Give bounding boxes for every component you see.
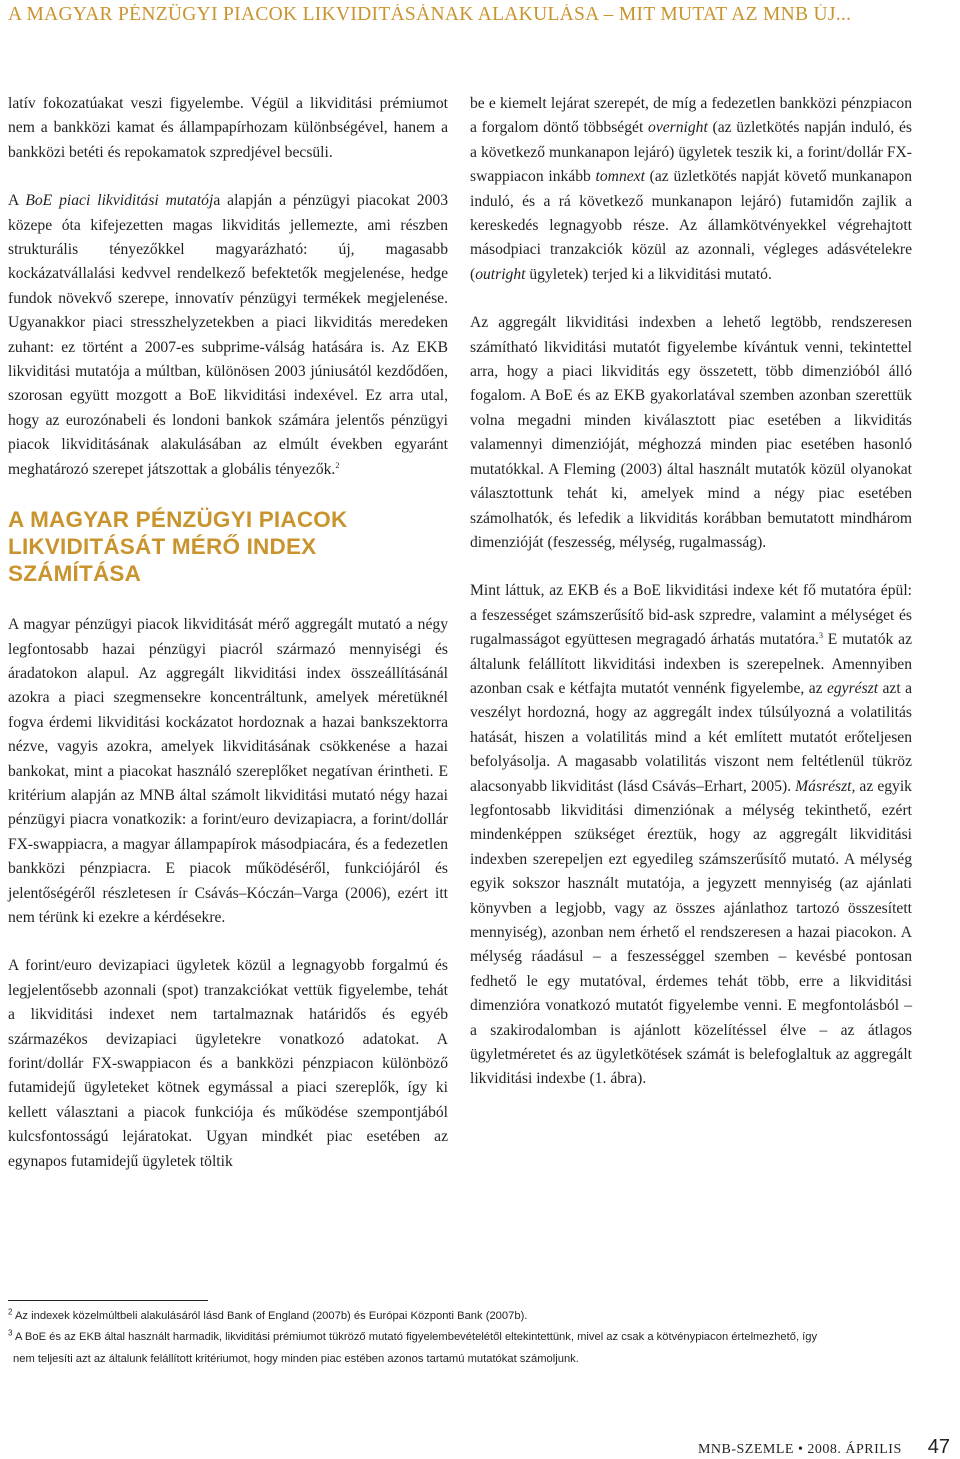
italic-term: overnight bbox=[648, 119, 708, 137]
left-paragraph-3: A magyar pénzügyi piacok likviditását mérő aggregált mutató a négy legfontosabb hazai pénzügyi piacról származó mennyiségi és áradatokon alapul. Az aggregált likviditási index összeállításánál azokra a piaci szegmensekre koncentráltunk, amelyek méretüknél fogva érdemi likviditási kockázatot hordoznak a hazai bankszektorra nézve, vagyis azokra, amelyek likviditásának csökkenése a hazai bankokat, mint a piacokat használó szereplőket negatívan érintheti. E kritérium alapján az MNB által számolt likviditási mutató négy hazai pénzügyi piacra vonatkozik: a forint/euro devizapiacra, a forint/dollár FX-swappiacra, a magyar állampapírok másodpiacára, és a fedezetlen bankközi pénzpiacra. E piacok működéséről, funkciójáról és jelentőségéről részletesen ír Csávás–Kóczán–Varga (2006), ezért itt nem térünk ki ezekre a kérdésekre. bbox=[8, 616, 448, 926]
footnote-text: Az indexek közelmúltbeli alakulásáról lásd Bank of England (2007b) és Európai Központi Bank (2007b). bbox=[14, 1310, 528, 1322]
italic-term: egyrészt bbox=[826, 679, 879, 697]
text-run: a alapján a pénzügyi piacokat 2003 közepe óta kifejezetten magas likviditás jellemezte, ami részben strukturális tényezőkkel magyarázható: új, magasabb kockázatvállalási kedvvel rendelkező befektetők megjelenése, hedge fundok növekvő szerepe, innovatív pénzügyi termékek megjelenése. Ugyanakkor piaci stresszhelyzetekben a piaci likviditás meredeken zuhant: ez történt a 2007-es subprime-válság hatására is. Az EKB likviditási mutatója a múltban, különösen 2003 júniusától kezdődően, szorosan együtt mozgott a BoE likviditási indexével. Ez arra utal, hogy az eurozónabeli és londoni bankok számára jelentős pénzügyi piacok likviditásának alakulásában az elmúlt években egyaránt meghatározó szerepet játszottak a globális tényezők. bbox=[8, 192, 448, 478]
footnotes bbox=[8, 1306, 918, 1370]
text-run: (az üzletkötés napját követő munkanapon induló, és a rá következő munkanapon lejáró) futamidőn zajlik a kereskedés legnagyobb része. Az államkötvényekkel végrehajtott másodpiaci tranzakciók közül az azonnali, végleges adásvételekre ( bbox=[470, 168, 912, 283]
text-run: Mint láttuk, az EKB és a BoE likviditási indexe két fő mutatóra épül: a feszességet számszerűsítő bid-ask szpredre, valamint a mélységet és rugalmasságot együttesen megragadó árhatás mutatóra. bbox=[470, 582, 912, 649]
text-run: ügyletek) terjed ki a likviditási mutató. bbox=[525, 265, 772, 283]
italic-term: tomnext bbox=[595, 168, 645, 186]
text-run: A bbox=[8, 192, 26, 210]
footnote-divider bbox=[8, 1300, 208, 1301]
italic-term: Másrészt, bbox=[795, 777, 856, 795]
right-paragraph-3 bbox=[470, 579, 912, 1092]
right-paragraph-2: Az aggregált likviditási indexben a lehető legtöbb, rendszeresen számítható likviditási mutatót figyelembe kívántuk venni, tekintettel arra, hogy a piaci likviditás egy összetett, több dimenzióból álló fogalom. A BoE és az EKB gyakorlatával szemben azonban szerettük volna megadni minden kiválasztott piac esetében a likviditás valamennyi dimenzióját, méghozzá minden piac esetében hasonló mutatókkal. A Fleming (2003) által használt mutatók közül olyanokat választottunk tehát ki, amelyek mind a négy piac esetében számolhatók, és lefedik a likviditás korábban bemutatott mindhárom dimenzióját (feszesség, mélység, rugalmasság). bbox=[470, 314, 912, 551]
text-run: (az üzletkötés napján induló, és a következő munkanapon lejáró) ügyletek teszik ki, a forint/dollár FX-swappiacon inkább bbox=[470, 119, 912, 186]
footnote-ref-3[interactable]: 3 bbox=[818, 630, 823, 640]
left-paragraph-4: A forint/euro devizapiaci ügyletek közül a legnagyobb forgalmú és legjelentősebb azonnali (spot) tranzakciókat vettük figyelembe, tehát a likviditási indexet nem tartalmaznak határidős és egyéb származékos devizapiaci ügyletekre vonatkozó adatokat. A forint/dollár FX-swappiacon és a bankközi pénzpiacon különböző futamidejű ügyleteket kötnek egymással a piaci szereplők, így ki kellett választani a piacok funkciója és működése szempontjából kulcsfontosságú lejáratokat. Ugyan mindkét piac esetében az egynapos futamidejű ügyletek töltik bbox=[8, 957, 448, 1170]
footnote-number: 2 bbox=[8, 1307, 13, 1317]
left-column bbox=[8, 92, 448, 1198]
text-run: az egyik legfontosabb likviditási dimenziónak a mélység tekinthető, ezért mindenképpen szükséget éreztük, hogy az aggregált likviditási indexben szerepeljen ezt egyedileg számszerűsítő mutató. A mélység egyik sokszor használt mutatója, a jegyzett mennyiség (az ajánlati könyvben a legjobb, vagy az összes ajánlathoz tartozó összesített mennyiség), azonban nem érhető el rendszeresen a hazai piacokon. A mélység ráadásul – a feszességgel szemben – kevésbé pontosan fedhető le egy mutatóval, érdemes tehát több, erre a likviditási dimenzióra vonatkozó mutatót figyelembe venni. E megfontolásból – a szakirodalomban is ajánlott közelítéssel élve – az átlagos ügyletméretet és az ügyletkötések számát is belefoglaltuk az aggregált likviditási indexbe (1. ábra). bbox=[470, 777, 912, 1088]
right-paragraph-1 bbox=[470, 92, 912, 287]
text-run: E mutatók az általunk felállított likviditási indexben is szerepelnek. Amennyiben azonban csak e kétfajta mutatót vennénk figyelembe, az bbox=[470, 631, 913, 697]
footnote-text: A BoE és az EKB által használt harmadik, likviditási prémiumot tükröző mutató figyelembevételétől eltekintettünk, mivel az csak a kötvénypiacon értelmezhető, így bbox=[14, 1331, 818, 1344]
right-column bbox=[470, 92, 912, 1116]
italic-term: BoE piaci likviditási mutatój bbox=[25, 192, 214, 210]
footnote-3 bbox=[8, 1327, 918, 1370]
running-head: A MAGYAR PÉNZÜGYI PIACOK LIKVIDITÁSÁNAK ALAKULÁSA – MIT MUTAT AZ MNB ÚJ... bbox=[8, 4, 852, 25]
section-heading: A MAGYAR PÉNZÜGYI PIACOK LIKVIDITÁSÁT MÉRŐ INDEX SZÁMÍTÁSA bbox=[8, 507, 348, 587]
text-run: be e kiemelt lejárat szerepét, de míg a fedezetlen bankközi pénzpiacon a forgalom döntő többségét bbox=[470, 95, 912, 137]
page-number: 47 bbox=[927, 1436, 950, 1458]
footnote-text-continued: nem teljesíti azt az általunk felállított kritériumot, hogy minden piac estében azonos tartamú mutatókat számoljunk. bbox=[13, 1352, 579, 1365]
page-footer bbox=[698, 1436, 950, 1459]
footnote-number: 3 bbox=[8, 1328, 13, 1338]
footnote-2 bbox=[8, 1306, 918, 1327]
left-paragraph-2 bbox=[8, 189, 448, 482]
footnote-ref-2[interactable]: 2 bbox=[335, 460, 340, 470]
left-paragraph-1: latív fokozatúakat veszi figyelembe. Végül a likviditási prémiumot nem a bankközi kamat és állampapírhozam különbségével, hanem a bankközi betéti és repokamatok szpredjével becsüli. bbox=[8, 95, 448, 161]
text-run: azt a veszélyt hordozná, hogy az aggregált index túlsúlyozná a volatilitás hatását, hiszen a volatilitás mind a két említett mutatót erőteljesen befolyásolja. A magasabb volatilitás viszont nem feltétlenül tükröz alacsonyabb likviditást (lásd Csávás–Erhart, 2005). bbox=[470, 679, 912, 795]
italic-term: outright bbox=[475, 265, 526, 283]
journal-name: MNB-SZEMLE • 2008. ÁPRILIS bbox=[697, 1442, 902, 1457]
